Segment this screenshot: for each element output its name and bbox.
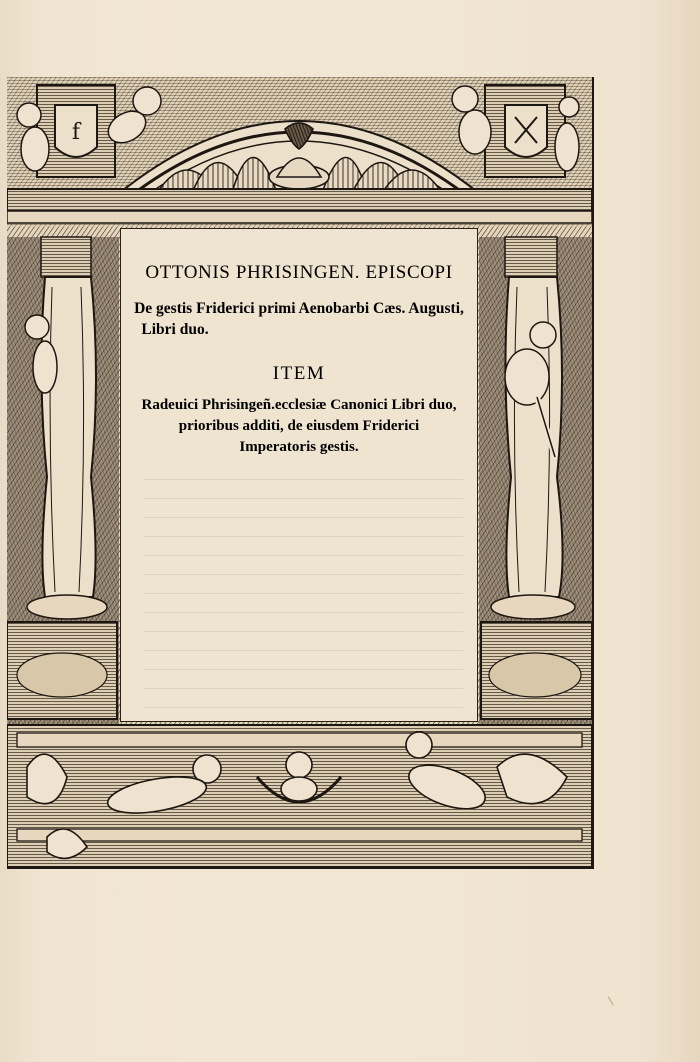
show-through-text (143, 479, 463, 709)
title-line-1: De gestis Friderici primi Aenobarbi Cæs. Augusti, (134, 300, 464, 317)
paper-mark (608, 994, 617, 1005)
subtitle-line-3: Imperatoris gestis. (239, 439, 359, 455)
svg-text:f: f (71, 120, 81, 145)
subtitle-line-2: prioribus additi, de eiusdem Friderici (178, 418, 420, 434)
subtitle-line-1: Radeuici Phrisingeñ.ecclesiæ Canonici Libri duo, (141, 397, 457, 413)
title-line-2: Libri duo. (141, 321, 209, 338)
author-line: OTTONIS PHRISINGEN. EPISCOPI (145, 262, 453, 283)
item-heading: ITEM (272, 363, 326, 384)
title-panel (120, 228, 478, 722)
